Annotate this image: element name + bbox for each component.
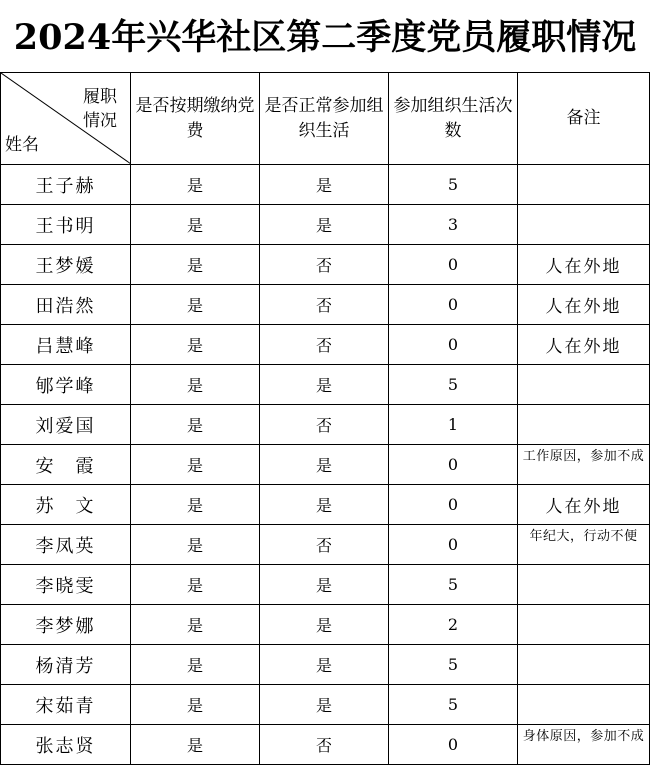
- table-row: [1, 685, 650, 725]
- attendance-count-cell: 3: [389, 205, 518, 245]
- table-row: [1, 525, 650, 565]
- name-cell: 张志贤: [1, 725, 131, 765]
- normal-attendance-cell: 是: [260, 485, 389, 525]
- attendance-count-cell: 0: [389, 245, 518, 285]
- dues-cell: 是: [131, 405, 260, 445]
- remarks-cell: 人在外地: [518, 245, 650, 285]
- table-row: [1, 405, 650, 445]
- name-cell: 安 霞: [1, 445, 131, 485]
- name-cell: 吕慧峰: [1, 325, 131, 365]
- remarks-cell: [518, 365, 650, 405]
- normal-attendance-cell: 否: [260, 525, 389, 565]
- remarks-cell: 工作原因，参加不成: [518, 445, 650, 485]
- normal-attendance-cell: 是: [260, 165, 389, 205]
- header-row: [1, 73, 650, 165]
- attendance-count-cell: 5: [389, 365, 518, 405]
- remarks-cell: [518, 565, 650, 605]
- corner-header-top: 履职情况: [83, 87, 117, 131]
- dues-cell: 是: [131, 605, 260, 645]
- name-cell: 李晓雯: [1, 565, 131, 605]
- dues-cell: 是: [131, 525, 260, 565]
- name-cell: 刘爱国: [1, 405, 131, 445]
- remarks-cell: [518, 405, 650, 445]
- remarks-cell: [518, 605, 650, 645]
- remarks-cell: [518, 165, 650, 205]
- column-header-dues: 是否按期缴纳党费: [131, 73, 260, 165]
- attendance-count-cell: 5: [389, 165, 518, 205]
- table-row: [1, 645, 650, 685]
- table-row: [1, 245, 650, 285]
- table-row: [1, 445, 650, 485]
- table-row: [1, 165, 650, 205]
- table-row: [1, 325, 650, 365]
- normal-attendance-cell: 是: [260, 645, 389, 685]
- dues-cell: 是: [131, 245, 260, 285]
- dues-cell: 是: [131, 645, 260, 685]
- name-cell: 李凤英: [1, 525, 131, 565]
- dues-cell: 是: [131, 485, 260, 525]
- normal-attendance-cell: 是: [260, 685, 389, 725]
- attendance-count-cell: 0: [389, 445, 518, 485]
- remarks-cell: 人在外地: [518, 485, 650, 525]
- normal-attendance-cell: 否: [260, 325, 389, 365]
- table-row: [1, 565, 650, 605]
- corner-header-cell: [1, 73, 131, 165]
- column-header-normal-attendance: 是否正常参加组织生活: [260, 73, 389, 165]
- table-row: [1, 485, 650, 525]
- remarks-cell: 人在外地: [518, 325, 650, 365]
- remarks-cell: [518, 205, 650, 245]
- table-row: [1, 605, 650, 645]
- corner-header-bottom: 姓名: [5, 135, 39, 155]
- name-cell: 苏 文: [1, 485, 131, 525]
- table-row: [1, 285, 650, 325]
- normal-attendance-cell: 否: [260, 285, 389, 325]
- normal-attendance-cell: 是: [260, 205, 389, 245]
- attendance-count-cell: 1: [389, 405, 518, 445]
- column-header-remarks: 备注: [518, 73, 650, 165]
- dues-cell: 是: [131, 565, 260, 605]
- dues-cell: 是: [131, 725, 260, 765]
- dues-cell: 是: [131, 325, 260, 365]
- table-row: [1, 725, 650, 765]
- normal-attendance-cell: 是: [260, 445, 389, 485]
- remarks-cell: 身体原因，参加不成: [518, 725, 650, 765]
- dues-cell: 是: [131, 165, 260, 205]
- normal-attendance-cell: 是: [260, 565, 389, 605]
- name-cell: 郇学峰: [1, 365, 131, 405]
- column-header-attendance-count: 参加组织生活次数: [389, 73, 518, 165]
- remarks-cell: [518, 685, 650, 725]
- dues-cell: 是: [131, 285, 260, 325]
- name-cell: 李梦娜: [1, 605, 131, 645]
- table-row: [1, 205, 650, 245]
- normal-attendance-cell: 是: [260, 605, 389, 645]
- table-body: [1, 165, 650, 765]
- name-cell: 王子赫: [1, 165, 131, 205]
- attendance-count-cell: 5: [389, 565, 518, 605]
- dues-cell: 是: [131, 445, 260, 485]
- document-title: 2024年兴华社区第二季度党员履职情况: [13, 17, 637, 58]
- name-cell: 宋茹青: [1, 685, 131, 725]
- attendance-count-cell: 0: [389, 725, 518, 765]
- attendance-count-cell: 2: [389, 605, 518, 645]
- dues-cell: 是: [131, 365, 260, 405]
- attendance-count-cell: 0: [389, 485, 518, 525]
- normal-attendance-cell: 否: [260, 245, 389, 285]
- attendance-count-cell: 5: [389, 645, 518, 685]
- name-cell: 田浩然: [1, 285, 131, 325]
- remarks-cell: [518, 645, 650, 685]
- normal-attendance-cell: 否: [260, 725, 389, 765]
- performance-table: [0, 72, 650, 765]
- attendance-count-cell: 0: [389, 285, 518, 325]
- dues-cell: 是: [131, 205, 260, 245]
- attendance-count-cell: 0: [389, 325, 518, 365]
- attendance-count-cell: 5: [389, 685, 518, 725]
- dues-cell: 是: [131, 685, 260, 725]
- attendance-count-cell: 0: [389, 525, 518, 565]
- remarks-cell: 人在外地: [518, 285, 650, 325]
- normal-attendance-cell: 是: [260, 365, 389, 405]
- name-cell: 杨清芳: [1, 645, 131, 685]
- remarks-cell: 年纪大，行动不便: [518, 525, 650, 565]
- name-cell: 王书明: [1, 205, 131, 245]
- name-cell: 王梦媛: [1, 245, 131, 285]
- normal-attendance-cell: 否: [260, 405, 389, 445]
- table-row: [1, 365, 650, 405]
